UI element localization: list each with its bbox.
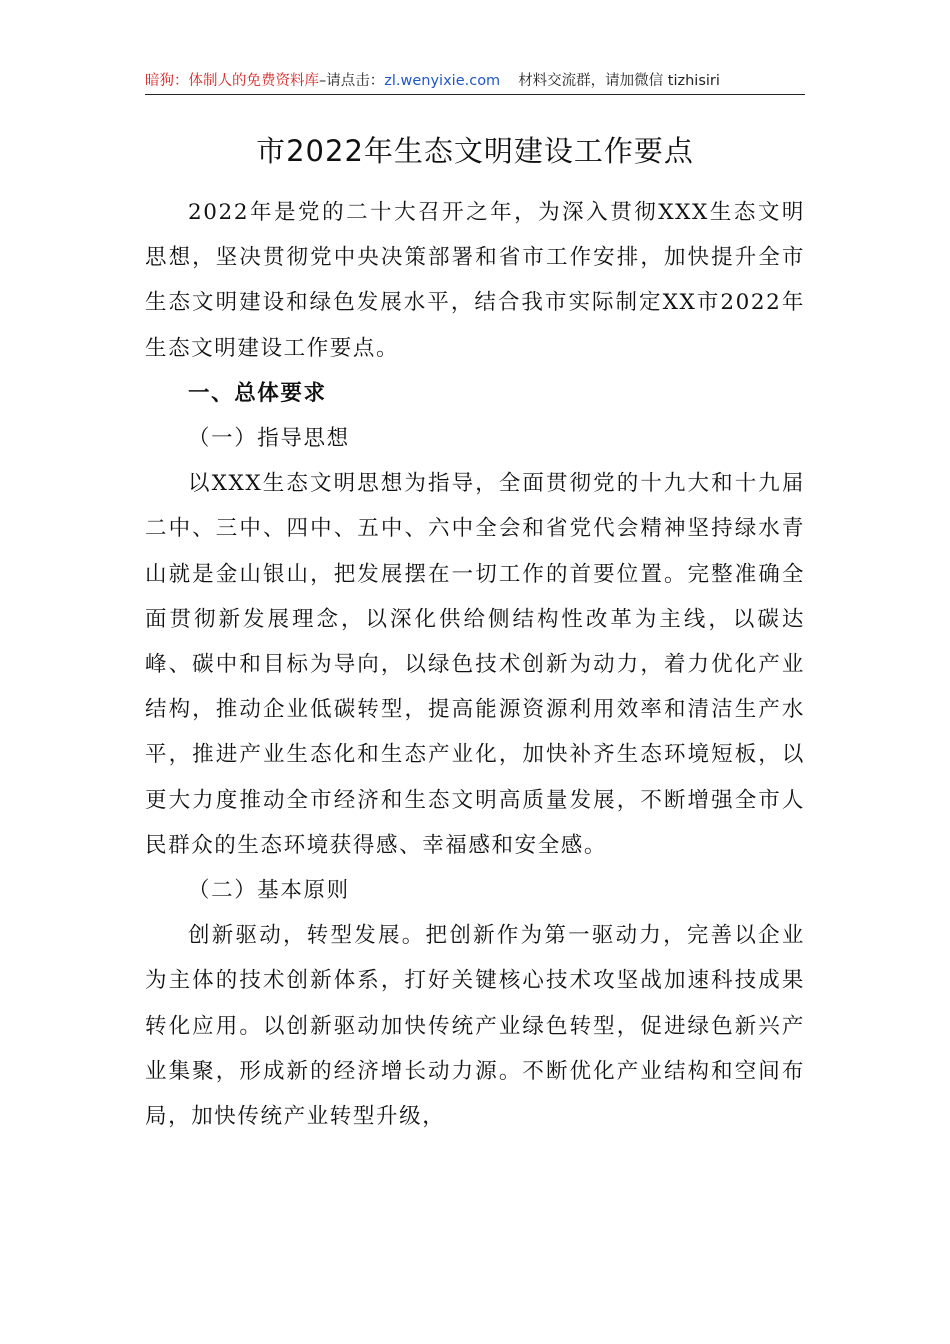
guiding-ideology-paragraph: 以XXX生态文明思想为指导，全面贯彻党的十九大和十九届二中、三中、四中、五中、六中全会和省党代会精神坚持绿水青山就是金山银山，把发展摆在一切工作的首要位置。完整准确全面贯彻新发展理念，以深化供给侧结构性改革为主线，以碳达峰、碳中和目标为导向，以绿色技术创新为动力，着力优化产业结构，推动企业低碳转型，提高能源资源利用效率和清洁生产水平，推进产业生态化和生态产业化，加快补齐生态环境短板，以更大力度推动全市经济和生态文明高质量发展，不断增强全市人民群众的生态环境获得感、幸福感和安全感。 — [145, 471, 805, 858]
site-promo[interactable]: 暗狗：体制人的免费资料库 — [145, 73, 319, 89]
document-body — [145, 190, 805, 1139]
subsection-heading-basic-principles: （二）基本原则 — [188, 878, 350, 904]
site-link[interactable]: zl.wenyixie.com — [384, 73, 501, 89]
wechat-note: 材料交流群，请加微信 tizhisiri — [518, 73, 720, 89]
intro-paragraph: 2022年是党的二十大召开之年，为深入贯彻XXX生态文明思想，坚决贯彻党中央决策部署和省市工作安排，加快提升全市生态文明建设和绿色发展水平，结合我市实际制定XX市2022年生态文明建设工作要点。 — [145, 200, 805, 361]
basic-principles-paragraph: 创新驱动，转型发展。把创新作为第一驱动力，完善以企业为主体的技术创新体系，打好关键核心技术攻坚战加速科技成果转化应用。以创新驱动加快传统产业绿色转型，促进绿色新兴产业集聚，形成新的经济增长动力源。不断优化产业结构和空间布局，加快传统产业转型升级， — [145, 923, 805, 1130]
section-heading-general-requirements: 一、总体要求 — [188, 380, 327, 406]
click-prompt: –请点击： — [319, 73, 385, 89]
header-bar — [145, 68, 805, 95]
subsection-heading-guiding-ideology: （一）指导思想 — [188, 426, 350, 452]
document-title: 市2022年生态文明建设工作要点 — [256, 134, 694, 168]
